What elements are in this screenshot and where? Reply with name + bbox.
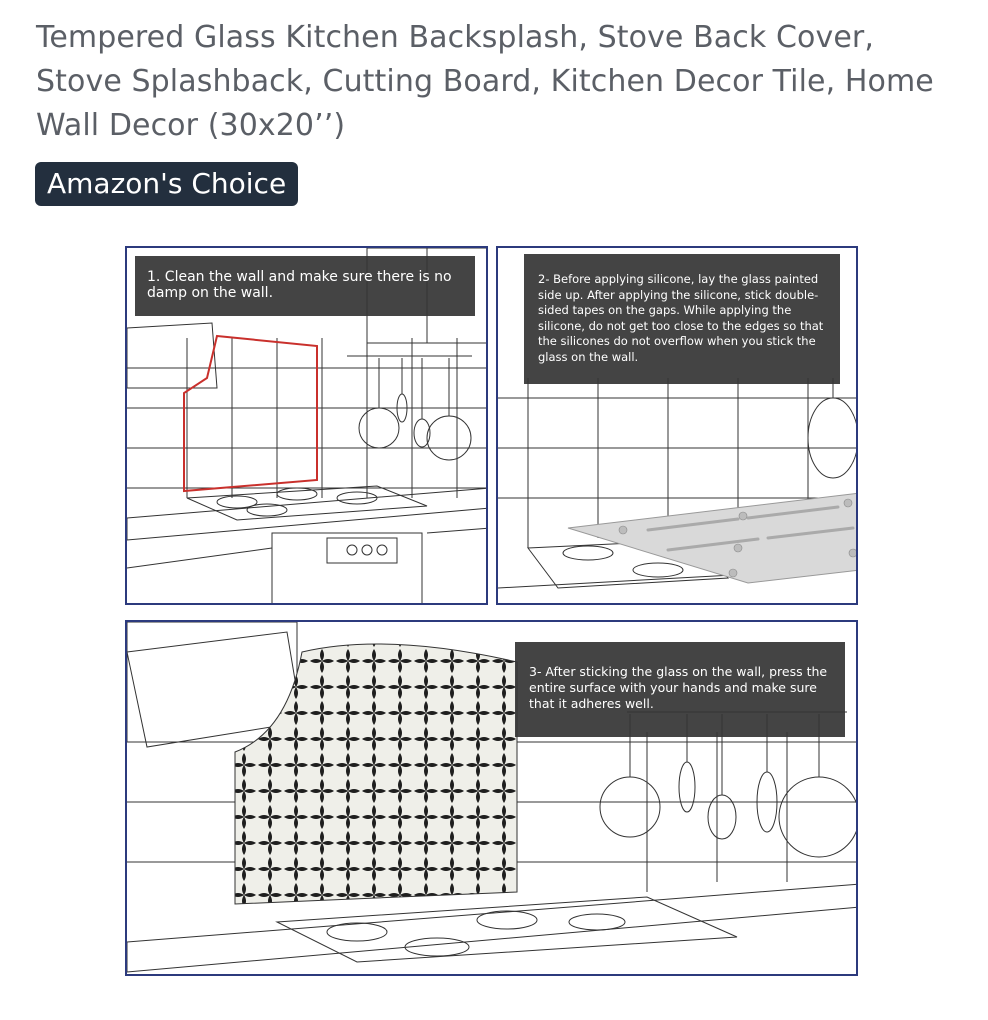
step-3-panel	[125, 620, 858, 976]
step-2-panel	[496, 246, 858, 605]
step-3-caption: 3- After sticking the glass on the wall, press the entire surface with your hands and make sure that it adheres well.	[515, 642, 845, 737]
step-1-caption: 1. Clean the wall and make sure there is no damp on the wall.	[135, 256, 475, 316]
step-1-panel	[125, 246, 488, 605]
step-2-caption: 2- Before applying silicone, lay the glass painted side up. After applying the silicone, stick double-sided tapes on the gaps. While applying the silicone, do not get too close to the edges so that the silicones do not overflow when you stick the glass on the wall.	[524, 254, 840, 384]
product-title: Tempered Glass Kitchen Backsplash, Stove Back Cover, Stove Splashback, Cutting Board, Kitchen Decor Tile, Home Wall Decor (30x20’’)	[36, 20, 934, 143]
amazons-choice-badge: Amazon's Choice	[35, 162, 298, 206]
